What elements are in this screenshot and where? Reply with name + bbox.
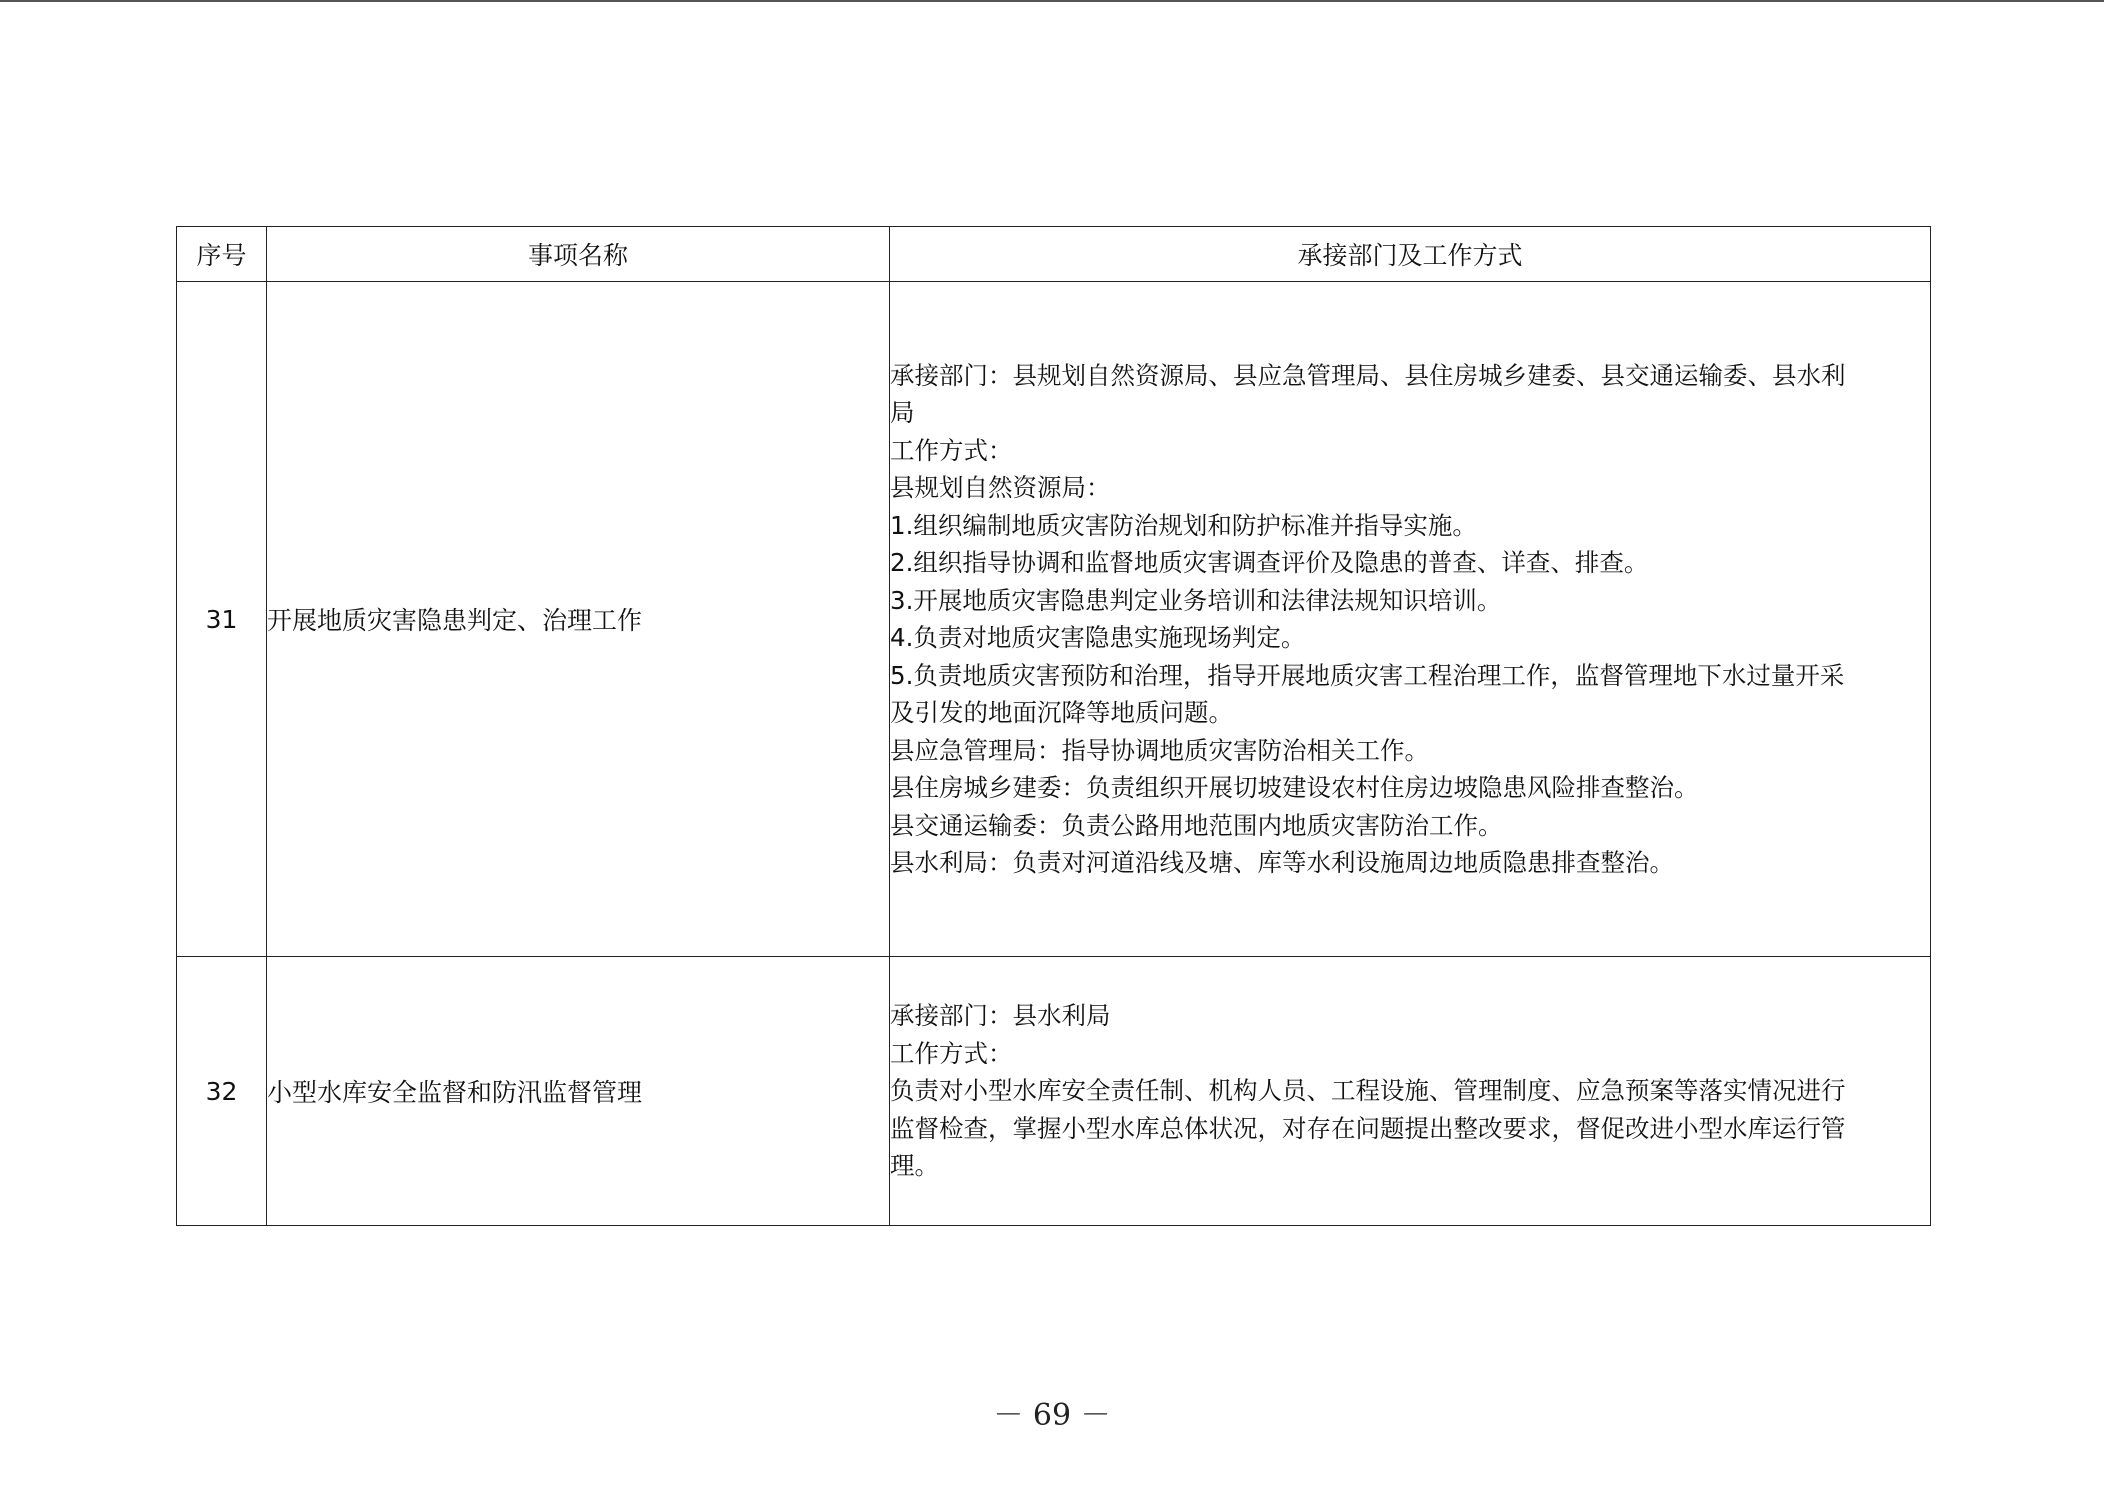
method-line: 局 <box>890 398 915 427</box>
table-row <box>177 957 1931 1226</box>
row-name: 小型水库安全监督和防汛监督管理 <box>267 957 890 1226</box>
method-line: 县水利局：负责对河道沿线及塘、库等水利设施周边地质隐患排查整治。 <box>890 848 1674 877</box>
matters-table <box>176 226 1931 1226</box>
method-line: 工作方式： <box>890 1038 1013 1068</box>
page-number: － 69 － <box>993 1398 1111 1433</box>
method-line: 及引发的地面沉降等地质问题。 <box>890 698 1233 727</box>
header-name: 事项名称 <box>267 227 890 282</box>
top-border-line <box>0 0 2104 2</box>
method-line: 负责对小型水库安全责任制、机构人员、工程设施、管理制度、应急预案等落实情况进行 <box>890 1076 1846 1106</box>
table-row <box>177 282 1931 957</box>
method-line: 监督检查，掌握小型水库总体状况，对存在问题提出整改要求，督促改进小型水库运行管 <box>890 1113 1846 1143</box>
row-method <box>890 282 1931 957</box>
row-seq: 31 <box>177 282 267 957</box>
header-seq: 序号 <box>177 227 267 282</box>
row-seq: 32 <box>177 957 267 1226</box>
method-line: 理。 <box>890 1151 939 1181</box>
method-line: 2.组织指导协调和监督地质灾害调查评价及隐患的普查、详查、排查。 <box>890 548 1649 577</box>
method-line: 1.组织编制地质灾害防治规划和防护标准并指导实施。 <box>890 510 1477 540</box>
method-line: 工作方式： <box>890 435 1013 465</box>
method-line: 承接部门：县水利局 <box>890 1001 1111 1031</box>
method-line: 县应急管理局：指导协调地质灾害防治相关工作。 <box>890 735 1429 765</box>
row-name: 开展地质灾害隐患判定、治理工作 <box>267 282 890 957</box>
method-line: 4.负责对地质灾害隐患实施现场判定。 <box>890 623 1306 652</box>
method-line: 3.开展地质灾害隐患判定业务培训和法律法规知识培训。 <box>890 585 1502 615</box>
row-method <box>890 957 1931 1226</box>
header-method: 承接部门及工作方式 <box>890 227 1931 282</box>
method-line: 县交通运输委：负责公路用地范围内地质灾害防治工作。 <box>890 810 1503 840</box>
method-line: 承接部门：县规划自然资源局、县应急管理局、县住房城乡建委、县交通运输委、县水利 <box>890 360 1846 390</box>
table-header-row <box>177 227 1931 282</box>
method-line: 5.负责地质灾害预防和治理，指导开展地质灾害工程治理工作，监督管理地下水过量开采 <box>890 660 1845 690</box>
method-line: 县住房城乡建委：负责组织开展切坡建设农村住房边坡隐患风险排查整治。 <box>890 773 1699 802</box>
method-line: 县规划自然资源局： <box>890 473 1111 502</box>
